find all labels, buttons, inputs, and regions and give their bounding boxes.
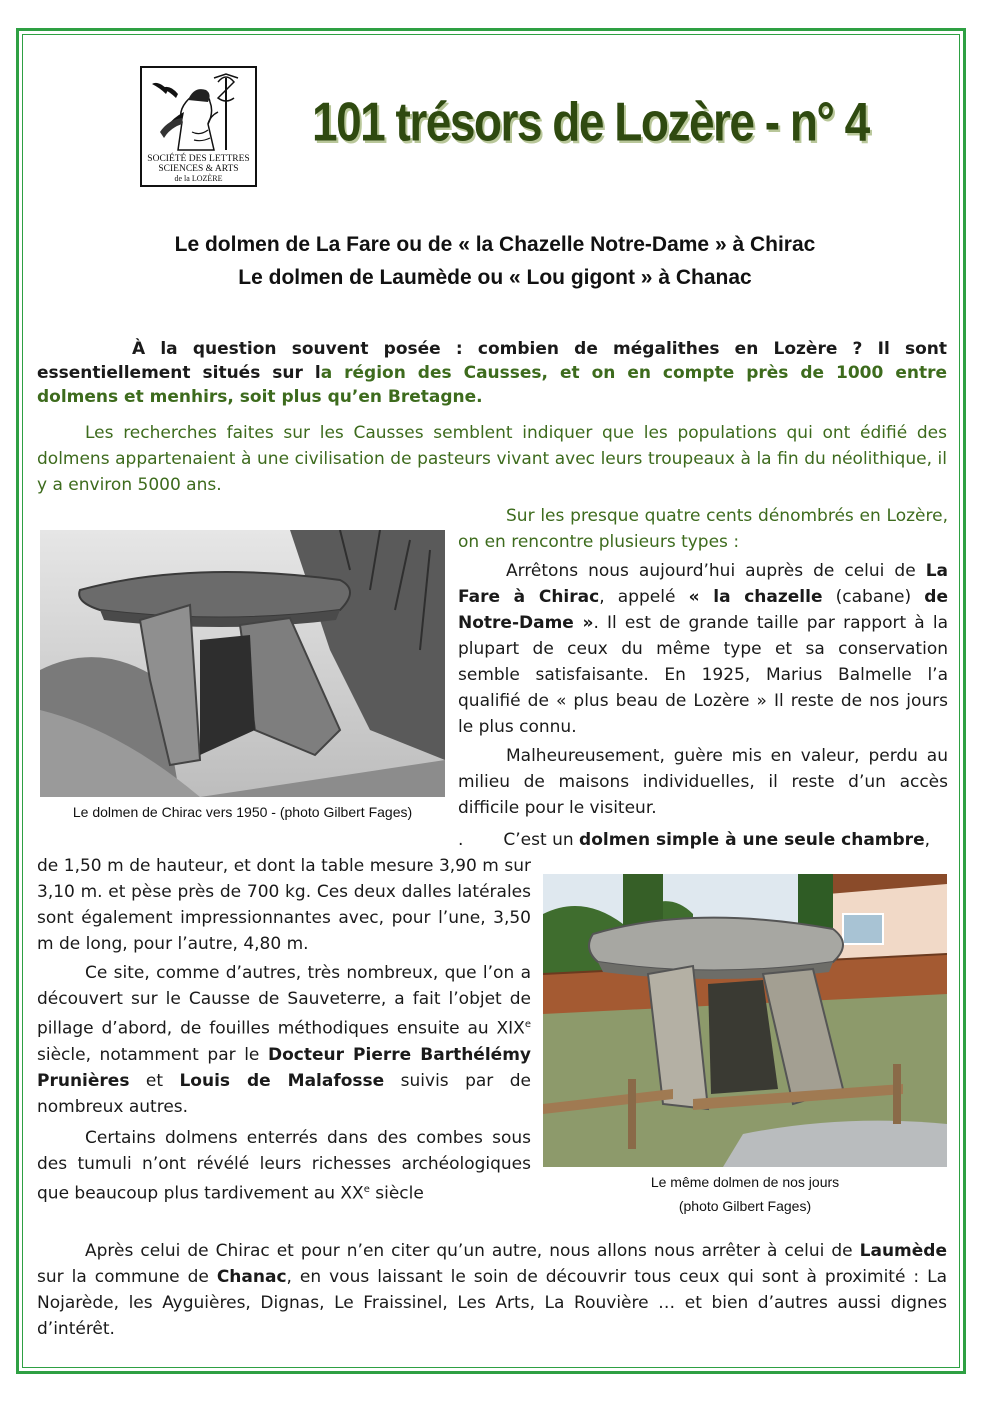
- paragraph-simple-dolmen-start: [458, 827, 948, 853]
- p4-text-b: La Fare à Chirac: [458, 561, 948, 607]
- intro-paragraph: [37, 337, 947, 409]
- paragraph-dimensions: de 1,50 m de hauteur, et dont la table mesure 3,90 m sur 3,10 m. et pèse près de 700 kg. Ces deux dalles latérales sont également impressionnantes avec, pour l’une, 3,50 m de long, pour l’autre, 4,80 m.: [37, 856, 531, 954]
- intro-text-a: À la question souvent posée : combien de mégalithes en Lozère ? Il sont essentiellement situés sur l: [37, 339, 947, 383]
- paragraph-la-fare: [458, 558, 948, 740]
- mercury-figure-illustration: [148, 72, 250, 152]
- paragraph-research: Les recherches faites sur les Causses semblent indiquer que les populations qui ont édifié des dolmens appartenaient à une civilisation de pasteurs vivant avec leurs troupeaux à la fin du néolithique, il y a environ 5000 ans.: [37, 423, 947, 495]
- caption-photo-today-line2: (photo Gilbert Fages): [678, 1198, 812, 1214]
- p8-sup: e: [363, 1184, 370, 1195]
- p7-text-d: et: [129, 1070, 180, 1091]
- p7-sup: e: [524, 1019, 531, 1030]
- caption-photo-today-line1: Le même dolmen de nos jours: [650, 1174, 840, 1190]
- p7-text-b: siècle, notamment par le: [37, 1044, 268, 1065]
- logo-text-line1: SOCIÉTÉ DES LETTRES: [147, 154, 250, 164]
- subtitle-chirac: Le dolmen de La Fare ou de « la Chazelle Notre-Dame » à Chirac: [174, 233, 816, 256]
- photo-dolmen-today: [543, 874, 947, 1167]
- p9-text-b: Laumède: [859, 1241, 947, 1261]
- p7-text-c: Docteur Pierre Barthélémy Prunières: [37, 1044, 531, 1091]
- p4-text-e: (cabane): [822, 587, 925, 607]
- p8-text-b: siècle: [369, 1183, 424, 1204]
- society-logo: [140, 66, 257, 187]
- p6-text-a: C’est un: [503, 830, 580, 850]
- p4-text-c: , appelé: [599, 587, 689, 607]
- p9-text-c: sur la commune de: [37, 1267, 217, 1287]
- paragraph-access: Malheureusement, guère mis en valeur, perdu au milieu de maisons individuelles, il reste d’un accès difficile pour le visiteur.: [458, 746, 948, 818]
- p6-dot: .: [458, 830, 464, 850]
- paragraph-excavations: [37, 960, 531, 1120]
- logo-text-line2: SCIENCES & ARTS: [158, 164, 239, 174]
- p9-text-e: , en vous laissant le soin de découvrir tous ceux qui sont à proximité : La Nojarède, les Ayguières, Dignas, Le Fraissinel, Les Arts, La Rouvière … et bien d’autres aussi dignes d’intérêt.: [37, 1267, 947, 1339]
- p6-text-c: ,: [924, 830, 930, 850]
- p9-text-a: Après celui de Chirac et pour n’en citer qu’un autre, nous allons nous arrêter à celui de: [85, 1241, 860, 1261]
- p9-text-d: Chanac: [216, 1267, 287, 1287]
- intro-text-b: a région des Causses, et on en compte près de 1000 entre dolmens et menhirs, soit plus qu’en Bretagne.: [37, 363, 947, 407]
- paragraph-types: Sur les presque quatre cents dénombrés en Lozère, on en rencontre plusieurs types :: [458, 506, 948, 552]
- p4-text-d: « la chazelle: [688, 587, 823, 607]
- photo-dolmen-chirac-1950: [40, 530, 445, 797]
- p7-text-a: Ce site, comme d’autres, très nombreux, que l’on a découvert sur le Causse de Sauveterre, a fait l’objet de pillage d’abord, de fouilles méthodiques ensuite au XIX: [37, 963, 531, 1039]
- paragraph-tumuli: [37, 1125, 531, 1207]
- p6-text-b: dolmen simple à une seule chambre: [579, 830, 925, 850]
- p7-text-f: suivis par de nombreux autres.: [37, 1070, 531, 1117]
- p8-text-a: Certains dolmens enterrés dans des combes sous des tumuli n’ont révélé leurs richesses archéologiques que beaucoup plus tardivement au XX: [37, 1128, 531, 1204]
- logo-text-line3: de la LOZÈRE: [174, 174, 223, 183]
- caption-photo-1950: Le dolmen de Chirac vers 1950 - (photo Gilbert Fages): [72, 804, 413, 820]
- p7-text-e: Louis de Malafosse: [179, 1070, 385, 1091]
- subtitle-chanac: Le dolmen de Laumède ou « Lou gigont » à Chanac: [238, 266, 752, 289]
- page-title: 101 trésors de Lozère - n° 4: [312, 91, 869, 153]
- paragraph-laumede: [37, 1238, 947, 1342]
- p4-text-f: de Notre-Dame »: [458, 587, 948, 633]
- p4-text-a: Arrêtons nous aujourd’hui auprès de celui de: [506, 561, 926, 581]
- p4-text-g: . Il est de grande taille par rapport à la plupart de ceux du même type et sa conservation semble satisfaisante. En 1925, Marius Balmelle l’a qualifié de « plus beau de Lozère » Il reste de nos jours le plus connu.: [458, 613, 948, 737]
